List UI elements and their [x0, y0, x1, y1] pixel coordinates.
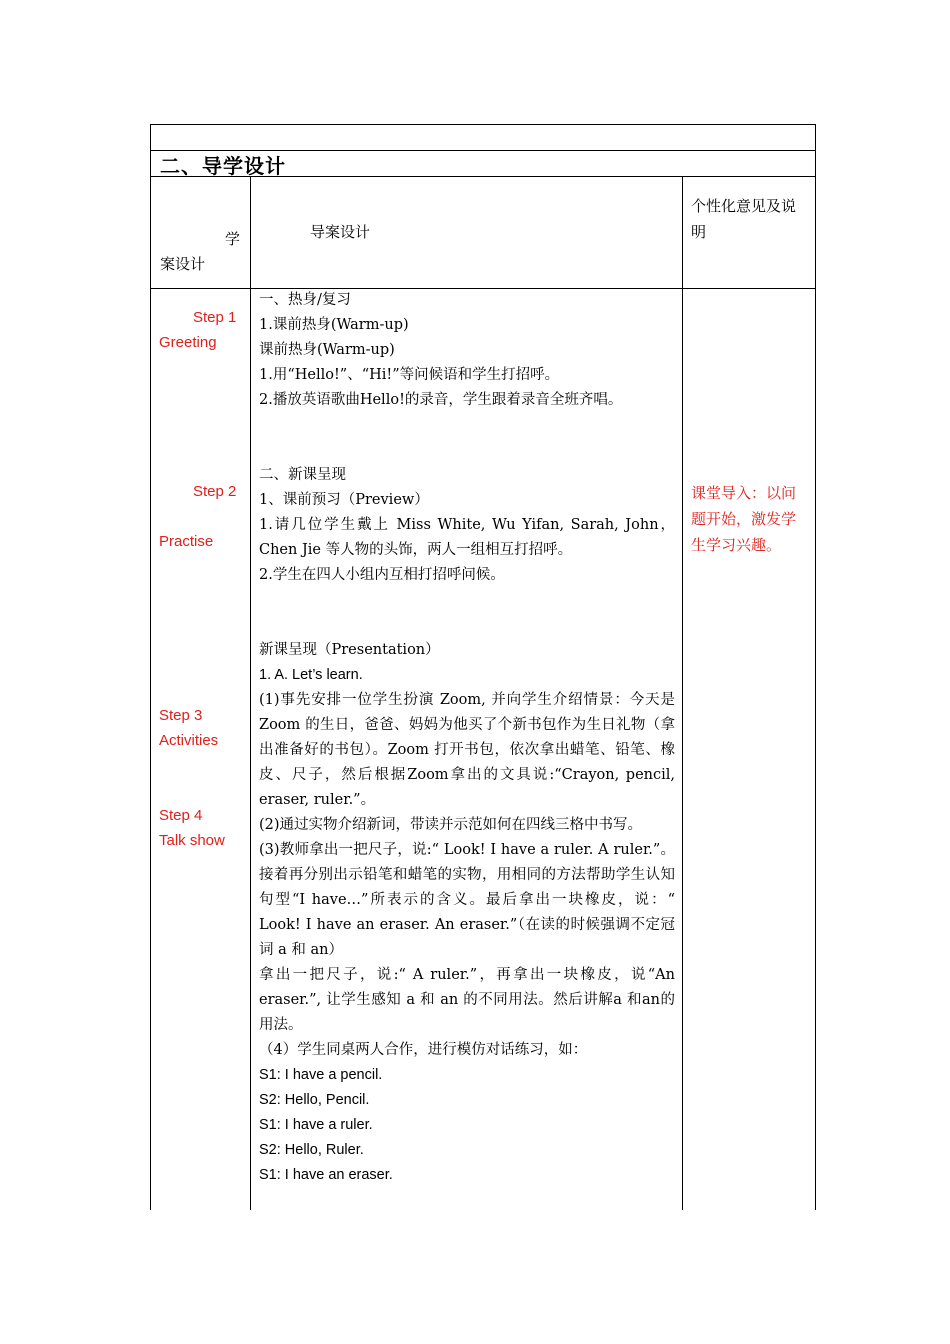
table-left-border — [150, 124, 151, 1210]
header-col3: 个性化意见及说明 — [691, 197, 797, 241]
warmup-line: 2.播放英语歌曲Hello!的录音，学生跟着录音全班齐唱。 — [259, 392, 623, 408]
step-4-name: Talk show — [159, 832, 225, 849]
step-1-name: Greeting — [159, 334, 217, 351]
dialogue-line: S1: I have a ruler. — [259, 1117, 373, 1133]
step-3-title: Step 3 — [159, 707, 203, 724]
step-1-title: Step 1 — [193, 309, 237, 326]
procedure-paragraph: (3)教师拿出一把尺子，说:“ Look! I have a ruler. A ruler.”。接着再分别出示铅笔和蜡笔的实物，用相同的方法帮助学生认知句型“I have…”所表示的含义。最后拿出一块橡皮，说：“ Look! I have an eraser. An eraser.”（在读的时候强调不定冠词 a 和 an） — [259, 842, 675, 958]
header-col1-line2: 案设计 — [160, 255, 206, 273]
procedure-paragraph: （4）学生同桌两人合作，进行模仿对话练习，如： — [259, 1042, 588, 1058]
warmup-heading: 一、热身/复习 — [259, 292, 351, 308]
learn-heading: 1. A. Let’s learn. — [259, 667, 363, 683]
step-3-name: Activities — [159, 732, 219, 749]
dialogue-line: S2: Hello, Ruler. — [259, 1142, 364, 1158]
section-title: 二、导学设计 — [160, 154, 286, 178]
dialogue-line: S1: I have an eraser. — [259, 1167, 393, 1183]
preview-line: 1.请几位学生戴上 Miss White, Wu Yifan, Sarah, John，Chen Jie 等人物的头饰，两人一组相互打招呼。 — [259, 517, 675, 558]
procedure-paragraph: (2)通过实物介绍新词，带读并示范如何在四线三格中书写。 — [259, 817, 643, 833]
procedure-paragraph: (1)事先安排一位学生扮演 Zoom, 并向学生介绍情景：今天是 Zoom 的生日，爸爸、妈妈为他买了个新书包作为生日礼物（拿出准备好的书包）。Zoom 打开书包，依次拿出蜡笔、铅笔、橡皮、尺子，然后根据Zoom拿出的文具说:“Crayon, pencil, eraser, ruler.”。 — [259, 692, 675, 808]
dialogue-line: S2: Hello, Pencil. — [259, 1092, 370, 1108]
table-column-divider — [682, 176, 683, 1210]
new-lesson-heading: 二、新课呈现 — [259, 467, 346, 483]
personalized-note: 课堂导入：以问题开始，激发学生学习兴趣。 — [691, 484, 797, 554]
warmup-line: 1.用“Hello!”、“Hi!”等问候语和学生打招呼。 — [259, 367, 560, 383]
preview-line: 2.学生在四人小组内互相打招呼问候。 — [259, 567, 505, 583]
table-column-divider — [250, 176, 251, 1210]
preview-heading: 1、课前预习（Preview） — [259, 492, 429, 508]
table-right-border — [815, 124, 816, 1210]
presentation-heading: 新课呈现（Presentation） — [259, 642, 440, 658]
procedure-paragraph: 拿出一把尺子，说:“ A ruler.”，再拿出一块橡皮，说“An eraser.”, 让学生感知 a 和 an 的不同用法。然后讲解a 和an的用法。 — [259, 967, 675, 1033]
lesson-content — [259, 288, 675, 1188]
table-top-border — [150, 124, 816, 125]
spacer — [259, 588, 675, 638]
header-col1-line1: 学 — [225, 230, 241, 248]
header-col2: 导案设计 — [310, 223, 371, 241]
spacer — [259, 413, 675, 463]
dialogue-line: S1: I have a pencil. — [259, 1067, 383, 1083]
warmup-line: 1.课前热身(Warm-up) — [259, 317, 409, 333]
step-4-title: Step 4 — [159, 807, 203, 824]
step-2-name: Practise — [159, 533, 214, 550]
step-2-title: Step 2 — [193, 483, 237, 500]
warmup-line: 课前热身(Warm-up) — [259, 342, 395, 358]
